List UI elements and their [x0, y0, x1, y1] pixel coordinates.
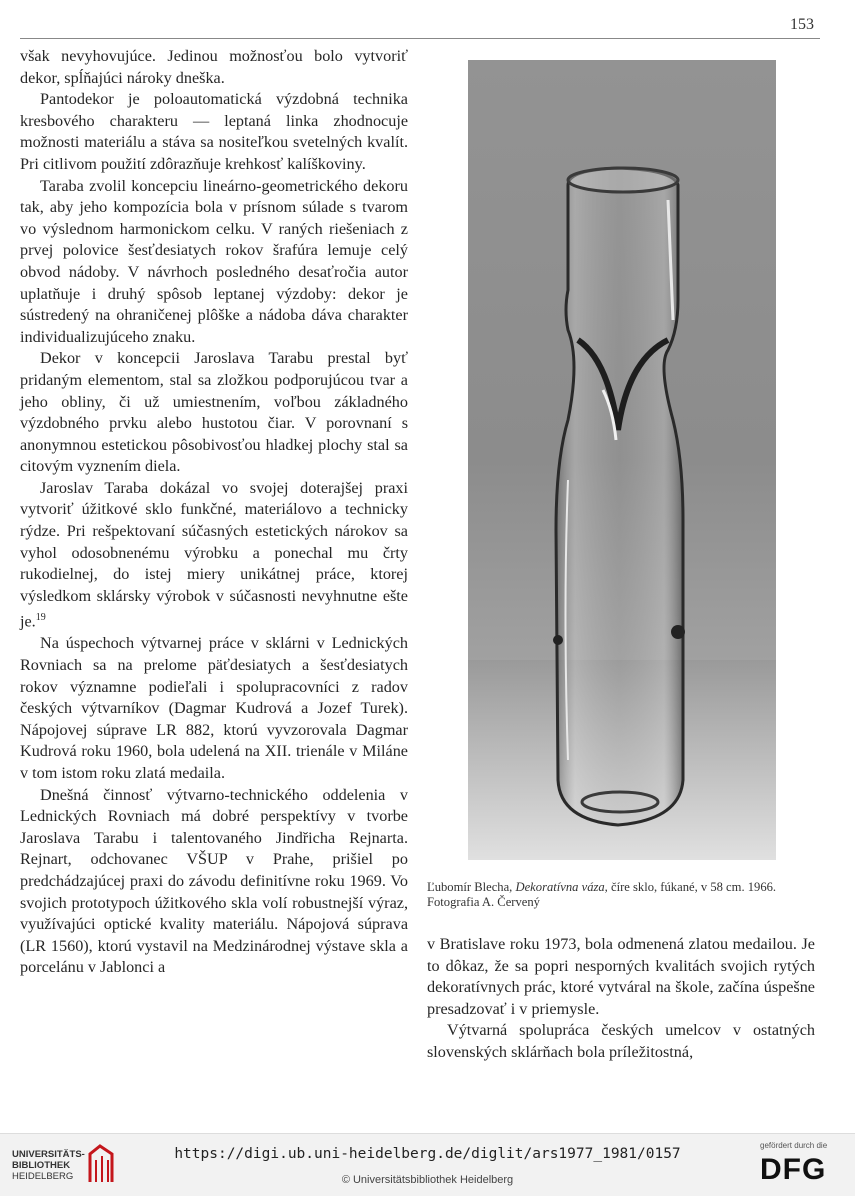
vase-photograph	[468, 60, 776, 860]
vase-rim	[568, 168, 678, 192]
library-name-line: UNIVERSITÄTS-	[12, 1149, 85, 1160]
glass-bubble	[671, 625, 685, 639]
paragraph: však nevyhovujúce. Jedinou možnosťou bolo vytvoriť dekor, spĺňajúci nároky dneška.	[20, 47, 408, 87]
library-name-line: BIBLIOTHEK	[12, 1160, 71, 1171]
paragraph: Taraba zvolil koncepciu lineárno-geometrického dekoru tak, aby jeho kompozícia bola v prísnom súlade s tvarom vo výslednom harmonickom celku. V raných riešeniach z prvej polovice šesťdesiatych rokov šrafúra lemuje celý obvod nádoby. V návrhoch posledného desaťročia autor uplatňuje i druhý spôsob leptanej výzdoby: dekor je sústredený na ohraničenej plôške a nádoba dáva charakter individualizujúceho znaku.	[20, 176, 408, 346]
paragraph: Pantodekor je poloautomatická výzdobná technika kresbového charakteru — leptaná linka zhodnocuje možnosti materiálu a stáva sa nositeľkou svetelných kvalít. Pri citlivom použití zdôrazňuje krehkosť kalíškoviny.	[20, 90, 408, 173]
caption-title: Dekoratívna váza,	[515, 880, 608, 894]
paragraph-with-footnote	[20, 478, 408, 634]
dfg-logo[interactable]: DFG	[760, 1153, 827, 1186]
paragraph: Výtvarná spolupráca českých umelcov v ostatných slovenských sklárňach bola príležitostná,	[427, 1021, 815, 1061]
caption-details: číre sklo, fúkané, v 58 cm. 1966. Fotografia A. Červený	[427, 880, 777, 909]
paragraph-text: Jaroslav Taraba dokázal vo svojej doterajšej praxi vytvoriť úžitkové sklo funkčné, materiálovo a technicky rýdze. Pri rešpektovaní súčasných estetických nárokov sa vyhol odosobnenému výrobku a ponechal mu črty rukodielnej, do istej miery unikátnej práce, ktorej výsledkom sklársky výrobok v súčasnosti nevyhnutne ešte je.	[20, 478, 408, 631]
library-name-line: HEIDELBERG	[12, 1171, 74, 1182]
glass-vase-illustration	[468, 60, 776, 860]
header-rule	[20, 38, 820, 39]
caption-author: Ľubomír Blecha,	[427, 880, 513, 894]
permalink-url[interactable]: https://digi.ub.uni-heidelberg.de/diglit/ars1977_1981/0157	[174, 1146, 681, 1162]
copyright-notice: © Universitätsbibliothek Heidelberg	[341, 1174, 514, 1186]
page-number: 153	[790, 16, 814, 33]
footer-bar	[0, 1133, 855, 1196]
paragraph: Dnešná činnosť výtvarno-technického oddelenia v Lednických Rovniach má dobré perspektívy v tvorbe Jaroslava Tarabu i talentovaného Jindřicha Rejnarta. Rejnart, odchovanec VŠUP v Prahe, prišiel po predchádzajúcej praxi do závodu definitívne roku 1969. Vo svojich prototypoch úžitkového skla volí robustnejší výraz, využívajúci optické kvality materiálu. Nápojová súprava (LR 1560), ktorú vystavil na Medzinárodnej výstave skla a porcelánu v Jablonci a	[20, 785, 408, 977]
right-text-column	[427, 934, 815, 1064]
paragraph: v Bratislave roku 1973, bola odmenená zlatou medailou. Je to dôkaz, že sa popri nesporných kvalitách svojich rytých dekoratívnych prác, ktoré vytváral na škole, začína úspešne presadzovať i v priemysle.	[427, 935, 815, 1018]
funded-by-label: gefördert durch die	[760, 1141, 828, 1150]
paragraph: Dekor v koncepcii Jaroslava Tarabu prestal byť pridaným elementom, stal sa zložkou podporujúcou tvar a jeho obliny, či už umiestnením, voľbou základného výzdobného prvku alebo hustotou čiar. V porovnaní s anonymnou estetickou pôsobivosťou hladkej plochy stal sa citovým vyznením diela.	[20, 349, 408, 476]
paragraph: Na úspechoch výtvarnej práce v sklárni v Lednických Rovniach sa na prelome päťdesiatych a šesťdesiatych rokov významne podieľali i spolupracovníci z radov českých výtvarníkov (Dagmar Kudrová a Jozef Turek). Nápojovej súprave LR 882, ktorú vyvzorovala Dagmar Kudrová roku 1960, bola udelená na XII. trienále v Miláne v tom istom roku zlatá medaila.	[20, 634, 408, 782]
glass-bubble	[553, 635, 563, 645]
vase-body	[556, 168, 683, 825]
left-text-column	[20, 46, 408, 979]
photo-caption	[427, 880, 815, 910]
footnote-marker: 19	[35, 612, 46, 624]
